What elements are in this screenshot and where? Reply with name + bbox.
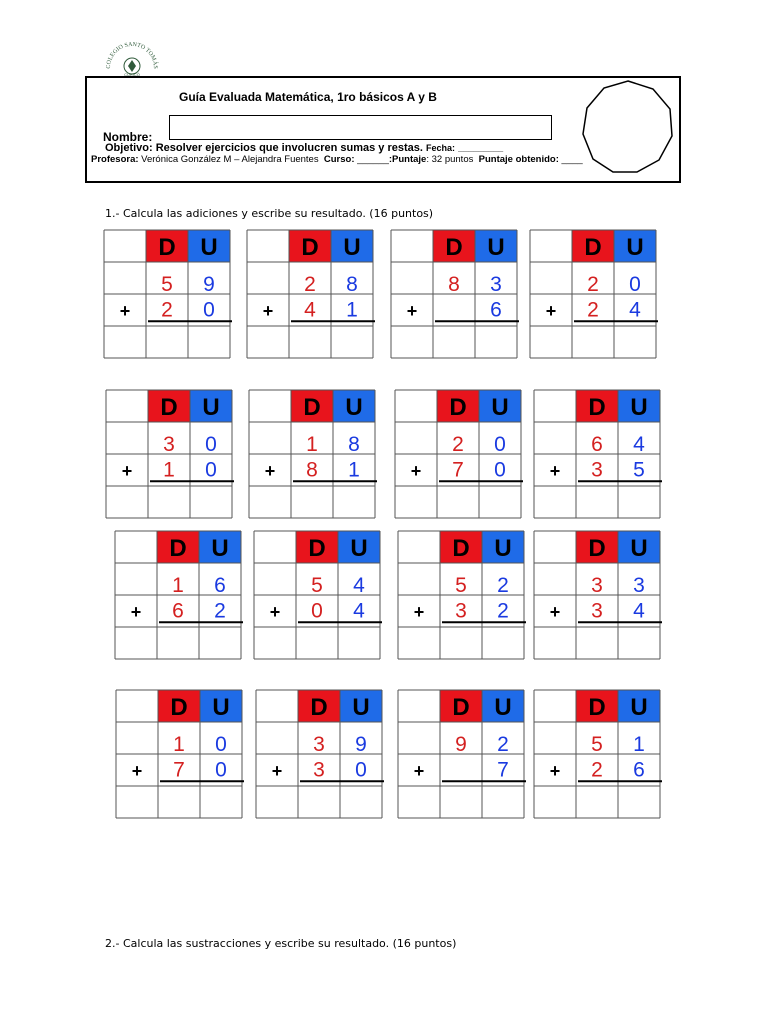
bottom-units-digit: 7: [497, 758, 509, 782]
exercise-grid: [247, 230, 377, 360]
answer-tens-cell[interactable]: [146, 326, 188, 358]
exercise-grid-svg: [534, 390, 664, 520]
answer-tens-cell[interactable]: [291, 486, 333, 518]
bottom-tens-digit: 4: [304, 298, 316, 322]
bottom-units-digit: 0: [203, 298, 215, 322]
exercise-grid-svg: [395, 390, 525, 520]
answer-units-cell[interactable]: [482, 627, 524, 659]
header-box: [85, 76, 681, 183]
top-units-digit: 9: [355, 732, 367, 756]
tens-label: D: [301, 233, 319, 261]
tens-label: D: [584, 233, 602, 261]
units-label: U: [202, 393, 220, 421]
top-tens-digit: 5: [161, 272, 173, 296]
exercise-grid: [395, 390, 525, 520]
units-label: U: [211, 534, 229, 562]
answer-units-cell[interactable]: [482, 786, 524, 818]
top-units-digit: 0: [494, 432, 506, 456]
answer-units-cell[interactable]: [614, 326, 656, 358]
tens-label: D: [449, 393, 467, 421]
tens-label: D: [588, 393, 606, 421]
top-units-digit: 2: [497, 573, 509, 597]
units-label: U: [343, 233, 361, 261]
section1-instruction: 1.- Calcula las adiciones y escribe su resultado. (16 puntos): [105, 207, 434, 220]
bottom-tens-digit: 2: [161, 298, 173, 322]
exercise-grid-svg: [534, 531, 664, 661]
units-label: U: [494, 693, 512, 721]
bottom-tens-digit: 3: [313, 758, 325, 782]
units-label: U: [212, 693, 230, 721]
answer-tens-cell[interactable]: [158, 786, 200, 818]
top-units-digit: 3: [633, 573, 645, 597]
exercise-grid-svg: [398, 690, 528, 820]
plus-sign: +: [119, 301, 131, 322]
top-units-digit: 4: [353, 573, 365, 597]
bottom-units-digit: 0: [355, 758, 367, 782]
bottom-tens-digit: 7: [452, 458, 464, 482]
header-divider: [87, 181, 679, 182]
profesora-line: [91, 154, 583, 165]
answer-units-cell[interactable]: [618, 486, 660, 518]
plus-sign: +: [406, 301, 418, 322]
top-tens-digit: 6: [591, 432, 603, 456]
bottom-units-digit: 1: [348, 458, 360, 482]
answer-units-cell[interactable]: [331, 326, 373, 358]
top-units-digit: 8: [348, 432, 360, 456]
plus-sign: +: [131, 761, 143, 782]
obtenido-field[interactable]: ____: [561, 154, 583, 165]
top-tens-digit: 3: [313, 732, 325, 756]
exercise-grid: [398, 531, 528, 661]
exercise-grid: [254, 531, 384, 661]
answer-tens-cell[interactable]: [576, 627, 618, 659]
bottom-units-digit: 0: [215, 758, 227, 782]
top-tens-digit: 1: [306, 432, 318, 456]
bottom-tens-digit: 7: [173, 758, 185, 782]
tens-label: D: [169, 534, 187, 562]
tens-label: D: [588, 534, 606, 562]
top-tens-digit: 8: [448, 272, 460, 296]
tens-label: D: [588, 693, 606, 721]
top-units-digit: 1: [633, 732, 645, 756]
bottom-tens-digit: 1: [163, 458, 175, 482]
bottom-units-digit: 4: [633, 599, 645, 623]
exercise-grid-svg: [534, 690, 664, 820]
section2-instruction: 2.- Calcula las sustracciones y escribe su resultado. (16 puntos): [105, 937, 457, 950]
top-units-digit: 2: [497, 732, 509, 756]
answer-units-cell[interactable]: [338, 627, 380, 659]
plus-sign: +: [549, 602, 561, 623]
exercise-grid: [530, 230, 660, 360]
exercise-grid: [534, 690, 664, 820]
bottom-units-digit: 6: [633, 758, 645, 782]
curso-field[interactable]: ______: [357, 154, 389, 165]
units-label: U: [630, 393, 648, 421]
exercise-grid-svg: [104, 230, 234, 360]
units-label: U: [352, 693, 370, 721]
units-label: U: [200, 233, 218, 261]
answer-tens-cell[interactable]: [298, 786, 340, 818]
answer-units-cell[interactable]: [333, 486, 375, 518]
bottom-units-digit: 2: [214, 599, 226, 623]
exercise-grid: [106, 390, 236, 520]
tens-label: D: [170, 693, 188, 721]
profesora-label: Profesora:: [91, 154, 139, 165]
exercise-grid-svg: [247, 230, 377, 360]
top-tens-digit: 5: [591, 732, 603, 756]
logo-subtext: CURICÓ: [124, 72, 140, 76]
exercise-grid-svg: [106, 390, 236, 520]
top-tens-digit: 5: [455, 573, 467, 597]
answer-tens-cell[interactable]: [289, 326, 331, 358]
bottom-tens-digit: 3: [591, 599, 603, 623]
answer-tens-cell[interactable]: [576, 786, 618, 818]
top-tens-digit: 3: [163, 432, 175, 456]
bottom-units-digit: 5: [633, 458, 645, 482]
bottom-tens-digit: 2: [591, 758, 603, 782]
top-tens-digit: 5: [311, 573, 323, 597]
answer-tens-cell[interactable]: [296, 627, 338, 659]
exercise-grid-svg: [256, 690, 386, 820]
exercise-grid: [391, 230, 521, 360]
units-label: U: [626, 233, 644, 261]
bottom-units-digit: 6: [490, 298, 502, 322]
top-tens-digit: 2: [304, 272, 316, 296]
exercise-grid: [115, 531, 245, 661]
objetivo-label: Objetivo:: [105, 142, 153, 154]
exercise-grid: [104, 230, 234, 360]
profesora-text: Verónica González M – Alejandra Fuentes: [141, 154, 319, 165]
tens-label: D: [303, 393, 321, 421]
bottom-units-digit: 1: [346, 298, 358, 322]
units-label: U: [494, 534, 512, 562]
bottom-tens-digit: 0: [311, 599, 323, 623]
bottom-tens-digit: 3: [455, 599, 467, 623]
answer-units-cell[interactable]: [188, 326, 230, 358]
bottom-units-digit: 0: [205, 458, 217, 482]
answer-tens-cell[interactable]: [157, 627, 199, 659]
top-units-digit: 6: [214, 573, 226, 597]
top-units-digit: 0: [205, 432, 217, 456]
answer-units-cell[interactable]: [475, 326, 517, 358]
units-label: U: [345, 393, 363, 421]
top-units-digit: 0: [629, 272, 641, 296]
fecha-label: Fecha:: [425, 143, 455, 153]
plus-sign: +: [264, 461, 276, 482]
exercise-grid: [249, 390, 379, 520]
plus-sign: +: [413, 761, 425, 782]
objetivo-line: [105, 142, 503, 154]
tens-label: D: [445, 233, 463, 261]
top-units-digit: 3: [490, 272, 502, 296]
answer-tens-cell[interactable]: [440, 627, 482, 659]
answer-tens-cell[interactable]: [576, 486, 618, 518]
plus-sign: +: [269, 602, 281, 623]
plus-sign: +: [262, 301, 274, 322]
units-label: U: [630, 693, 648, 721]
exercise-grid-svg: [398, 531, 528, 661]
puntaje-label: :Puntaje: [388, 154, 427, 165]
top-tens-digit: 1: [173, 732, 185, 756]
exercise-grid: [256, 690, 386, 820]
plus-sign: +: [545, 301, 557, 322]
answer-units-cell[interactable]: [618, 786, 660, 818]
answer-tens-cell[interactable]: [437, 486, 479, 518]
plus-sign: +: [271, 761, 283, 782]
top-tens-digit: 3: [591, 573, 603, 597]
fecha-field[interactable]: _________: [458, 143, 504, 153]
objetivo-text: Resolver ejercicios que involucren sumas y restas.: [155, 142, 423, 154]
top-tens-digit: 1: [172, 573, 184, 597]
tens-label: D: [452, 693, 470, 721]
tens-label: D: [452, 534, 470, 562]
plus-sign: +: [413, 602, 425, 623]
top-tens-digit: 2: [587, 272, 599, 296]
units-label: U: [491, 393, 509, 421]
exercise-grid: [398, 690, 528, 820]
puntaje-text: : 32 puntos: [426, 154, 474, 165]
nombre-label: Nombre:: [103, 130, 153, 144]
answer-units-cell[interactable]: [479, 486, 521, 518]
tens-label: D: [310, 693, 328, 721]
bottom-tens-digit: 2: [587, 298, 599, 322]
answer-units-cell[interactable]: [190, 486, 232, 518]
school-logo: [100, 40, 164, 76]
tens-label: D: [158, 233, 176, 261]
plus-sign: +: [549, 461, 561, 482]
top-units-digit: 4: [633, 432, 645, 456]
logo-text: COLEGIO SANTO TOMÁS: [105, 41, 159, 69]
bottom-units-digit: 4: [353, 599, 365, 623]
plus-sign: +: [549, 761, 561, 782]
plus-sign: +: [410, 461, 422, 482]
exercise-grid: [534, 531, 664, 661]
top-tens-digit: 2: [452, 432, 464, 456]
plus-sign: +: [130, 602, 142, 623]
top-units-digit: 0: [215, 732, 227, 756]
tens-label: D: [308, 534, 326, 562]
top-tens-digit: 9: [455, 732, 467, 756]
exercise-grid-svg: [530, 230, 660, 360]
answer-units-cell[interactable]: [200, 786, 242, 818]
answer-tens-cell[interactable]: [440, 786, 482, 818]
top-units-digit: 9: [203, 272, 215, 296]
score-polygon-icon: [580, 78, 676, 174]
page-title: Guía Evaluada Matemática, 1ro básicos A y B: [179, 90, 437, 104]
answer-tens-cell[interactable]: [572, 326, 614, 358]
units-label: U: [350, 534, 368, 562]
exercise-grid-svg: [249, 390, 379, 520]
answer-tens-cell[interactable]: [433, 326, 475, 358]
obtenido-label: Puntaje obtenido:: [478, 154, 559, 165]
top-units-digit: 8: [346, 272, 358, 296]
exercise-grid: [116, 690, 246, 820]
bottom-tens-digit: 3: [591, 458, 603, 482]
bottom-units-digit: 4: [629, 298, 641, 322]
units-label: U: [630, 534, 648, 562]
exercise-grid-svg: [254, 531, 384, 661]
bottom-tens-digit: 8: [306, 458, 318, 482]
bottom-units-digit: 2: [497, 599, 509, 623]
bottom-tens-digit: 6: [172, 599, 184, 623]
answer-units-cell[interactable]: [199, 627, 241, 659]
answer-units-cell[interactable]: [340, 786, 382, 818]
tens-label: D: [160, 393, 178, 421]
curso-label: Curso:: [323, 154, 355, 165]
answer-units-cell[interactable]: [618, 627, 660, 659]
exercise-grid-svg: [115, 531, 245, 661]
exercise-grid: [534, 390, 664, 520]
name-field[interactable]: [169, 115, 552, 140]
exercise-grid-svg: [116, 690, 246, 820]
answer-tens-cell[interactable]: [148, 486, 190, 518]
exercise-grid-svg: [391, 230, 521, 360]
units-label: U: [487, 233, 505, 261]
bottom-units-digit: 0: [494, 458, 506, 482]
plus-sign: +: [121, 461, 133, 482]
